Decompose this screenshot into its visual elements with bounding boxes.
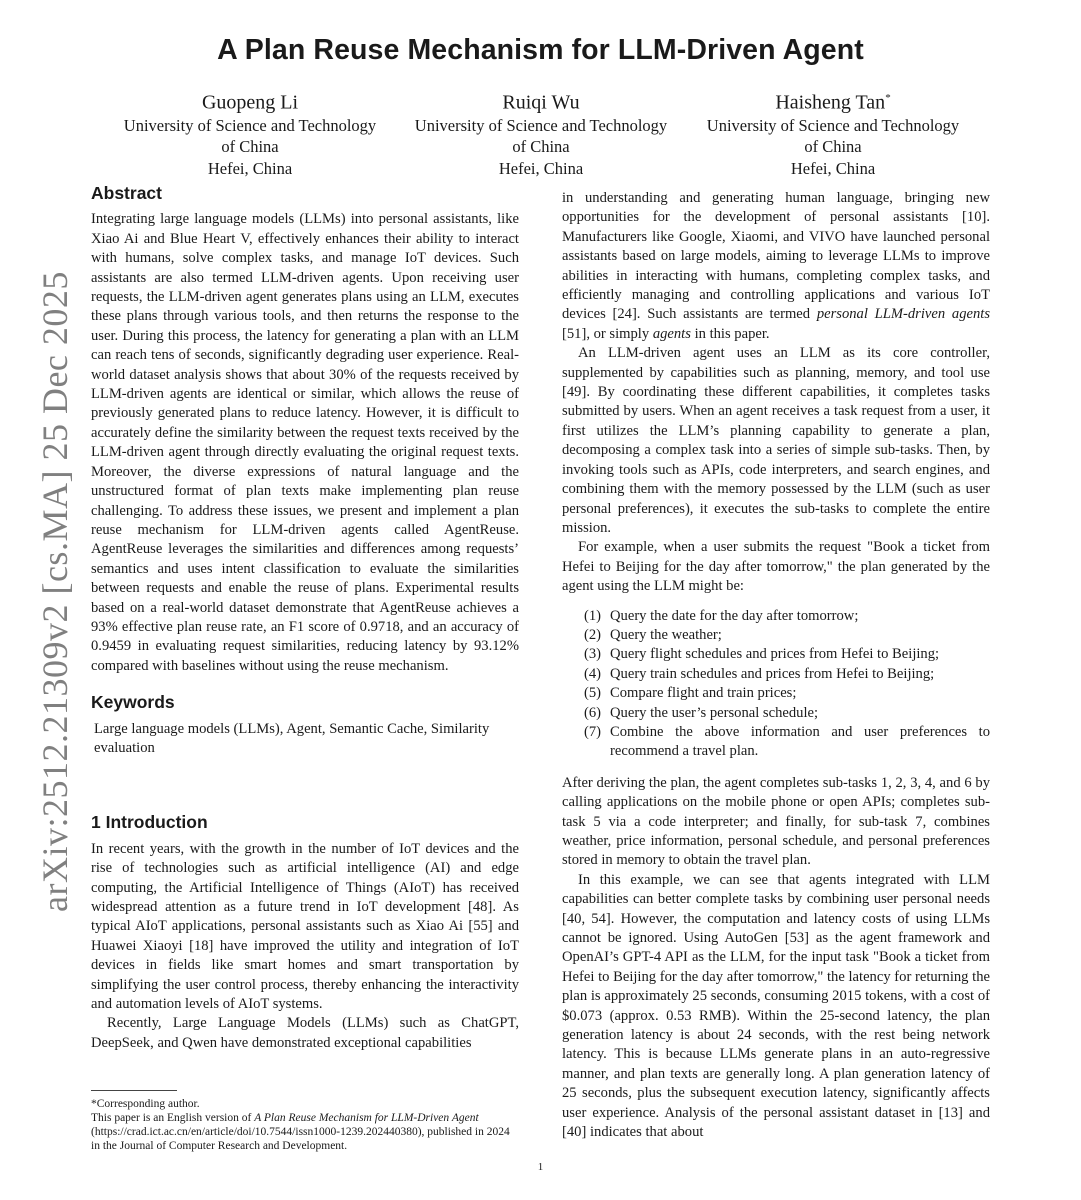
- abstract-heading: Abstract: [91, 183, 162, 203]
- author-block: [683, 86, 983, 179]
- plan-list: [562, 607, 990, 762]
- paragraph: Recently, Large Language Models (LLMs) such as ChatGPT, DeepSeek, and Qwen have demonstrated exceptional capabilities: [91, 1015, 519, 1051]
- list-item: (2) Query the weather;: [584, 626, 722, 643]
- paper-title: A Plan Reuse Mechanism for LLM-Driven Agent: [217, 34, 864, 66]
- arxiv-stamp: arXiv:2512.21309v2 [cs.MA] 25 Dec 2025: [35, 271, 75, 912]
- left-column: [91, 184, 519, 1053]
- list-item: (7) Combine the above information and user preferences to recommend a travel plan.: [584, 723, 990, 760]
- author-affiliation: University of Science and Technology: [123, 115, 377, 135]
- author-affiliation: of China: [804, 137, 862, 157]
- author-name: Ruiqi Wu: [502, 91, 580, 114]
- author-name: Guopeng Li: [201, 91, 299, 114]
- paragraph: in understanding and generating human language, bringing new opportunities for the development of personal assistants [10]. Manufacturers like Google, Xiaomi, and VIVO have launched personal assistants based on large models, aiming to leverage LLMs to improve abilities in interacting with humans, completing complex tasks, and efficiently managing and controlling applications and various IoT devices [24]. Such assistants are termed personal LLM-driven agents [51], or simply agents in this paper.: [562, 190, 991, 342]
- list-item: (6) Query the user’s personal schedule;: [584, 704, 819, 721]
- publication-note: This paper is an English version of A Plan Reuse Mechanism for LLM-Driven Agent (https://crad.ict.ac.cn/en/article/doi/10.7544/issn1000-1239.202440380), published in 2024 in the Journal of Computer Research and Development.: [91, 1112, 510, 1152]
- author-block: [100, 86, 400, 179]
- footnote: [91, 1090, 521, 1153]
- list-item: (5) Compare flight and train prices;: [584, 685, 797, 702]
- paragraph: In this example, we can see that agents integrated with LLM capabilities can better complete tasks by combining user personal needs [40, 54]. However, the computation and latency costs of using LLMs cannot be ignored. Using AutoGen [53] as the agent framework and OpenAI’s GPT-4 API as the LLM, for the input task "Book a ticket from Hefei to Beijing for the day after tomorrow," the latency for returning the plan is approximately 25 seconds, consuming 2015 tokens, with a cost of $0.073 (approx. 0.53 RMB). Within the 25-second latency, the plan generation latency is about 24 seconds, with the rest being network latency. This is because LLMs generate plans in an auto-regressive manner, and plan texts are generally long. A plan generation latency of 25 seconds, plus the subsequent execution latency, significantly affects user experience. Analysis of the personal assistant dataset in [13] and [40] indicates that about: [562, 871, 990, 1141]
- page-number: 1: [537, 1161, 544, 1173]
- author-name: Haisheng Tan*: [775, 91, 891, 114]
- author-affiliation: University of Science and Technology: [414, 115, 668, 135]
- list-item: (1) Query the date for the day after tomorrow;: [584, 607, 859, 624]
- author-affiliation: of China: [512, 137, 570, 157]
- paragraph: An LLM-driven agent uses an LLM as its core controller, supplemented by capabilities such as planning, memory, and tool use [49]. By coordinating these different capabilities, it completes tasks submitted by users. When an agent receives a task request from a user, it first utilizes the LLM’s planning capability to generate a plan, decomposing a complex task into a series of simple sub-tasks. Then, by invoking tools such as APIs, code interpreters, and search engines, and combining them with the memory possessed by the LLM (such as user personal preferences), it executes the sub-tasks to complete the entire mission.: [562, 345, 990, 536]
- right-column: [562, 189, 990, 1143]
- list-item: (4) Query train schedules and prices from Hefei to Beijing;: [584, 665, 935, 682]
- abstract-text: Integrating large language models (LLMs) into personal assistants, like Xiao Ai and Blue Heart V, effectively enhances their ability to interact with humans, solve complex tasks, and manage IoT devices. Such assistants are also termed LLM-driven agents. Upon receiving user requests, the LLM-driven agent generates plans using an LLM, executes these plans through various tools, and then returns the response to the user. During this process, the latency for generating a plan with an LLM can reach tens of seconds, significantly degrading user experience. Real-world dataset analysis shows that about 30% of the requests received by LLM-driven agents are identical or similar, which allows the reuse of previously generated plans to reduce latency. However, it is difficult to accurately define the similarity between the request texts received by the LLM-driven agent through directly evaluating the original request texts. Moreover, the diverse expressions of natural language and the unstructured format of plan texts make implementing plan reuse challenging. To address these issues, we present and implement a plan reuse mechanism for LLM-driven agents called AgentReuse. AgentReuse leverages the similarities and differences among requests’ semantics and uses intent classification to evaluate the similarities between requests and enable the reuse of plans. Experimental results based on a real-world dataset demonstrate that AgentReuse achieves a 93% effective plan reuse rate, an F1 score of 0.9718, and an accuracy of 0.9459 in evaluating request similarities, reducing latency by 93.12% compared with baselines without using the reuse mechanism.: [91, 211, 519, 674]
- section-heading-introduction: 1 Introduction: [91, 812, 208, 833]
- footnote-rule: [91, 1090, 177, 1091]
- author-location: Hefei, China: [207, 158, 293, 178]
- author-affiliation: University of Science and Technology: [706, 115, 960, 135]
- corresponding-author-note: *Corresponding author.: [91, 1098, 200, 1110]
- paragraph: After deriving the plan, the agent completes sub-tasks 1, 2, 3, 4, and 6 by calling applications on the mobile phone or open APIs; completes sub-task 5 via a code interpreter; and finally, for sub-task 7, combines weather, price information, personal schedule, and personal preferences stored in memory to obtain the travel plan.: [562, 774, 990, 869]
- author-location: Hefei, China: [790, 158, 876, 178]
- author-block: [391, 86, 691, 179]
- keywords-heading: Keywords: [91, 692, 175, 713]
- list-item: (3) Query flight schedules and prices from Hefei to Beijing;: [584, 646, 940, 663]
- keywords-text: Large language models (LLMs), Agent, Semantic Cache, Similarity evaluation: [94, 720, 490, 756]
- author-affiliation: of China: [221, 137, 279, 157]
- paragraph: In recent years, with the growth in the number of IoT devices and the rise of technologies such as artificial intelligence (AI) and edge computing, the Artificial Intelligence of Things (AIoT) has received widespread attention as a future trend in IoT development [48]. As typical AIoT applications, personal assistants such as Xiao Ai [55] and Huawei Xiaoyi [18] have improved the utility and integration of IoT devices in fields like smart homes and smart transportation by simplifying the user control process, thereby enhancing the interactivity and automation levels of AIoT systems.: [91, 840, 519, 1013]
- author-location: Hefei, China: [498, 158, 584, 178]
- paragraph: For example, when a user submits the request "Book a ticket from Hefei to Beijing for the day after tomorrow," the plan generated by the agent using the LLM might be:: [562, 539, 990, 595]
